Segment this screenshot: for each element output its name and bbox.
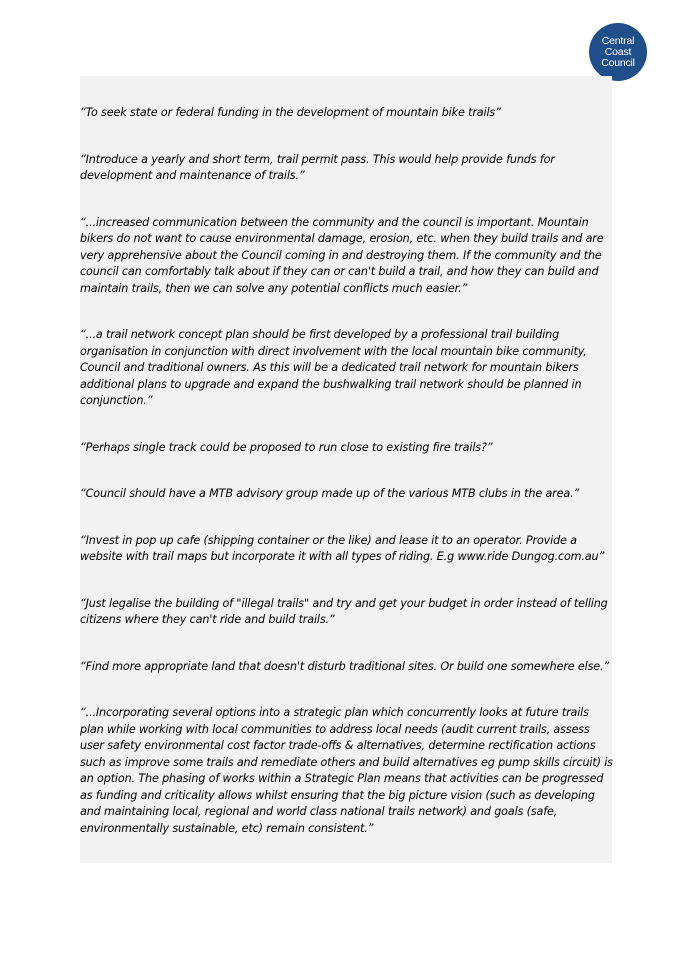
quote-8: “Just legalise the building of "illegal trails" and try and get your budget in order instead of telling citizens where they can't ride and build trails.” — [80, 596, 608, 626]
quote-3: “...increased communication between the community and the council is important. Mountain bikers do not want to cause environmental damage, erosion, etc. when they build trails and are very apprehensive about the Council coming in and destroying them. If the community and the council can comfortably talk about if they can or can't build a trail, and how they can build and maintain trails, then we can solve any potential conflicts much easier.” — [80, 215, 604, 295]
quote-7: “Invest in pop up cafe (shipping container or the like) and lease it to an operator. Provide a website with trail maps but incorporate it with all types of riding. E.g www.ride Dungog.com.au” — [80, 533, 605, 563]
quote-4: “...a trail network concept plan should be first developed by a professional trail building organisation in conjunction with direct involvement with the local mountain bike community, Council and traditional owners. As this will be a dedicated trail network for mountain bikers additional plans to upgrade and expand the bushwalking trail network should be planned in conjunction.” — [80, 328, 587, 407]
quotes-list — [80, 105, 615, 837]
quote-10: “...Incorporating several options into a strategic plan which concurrently looks at future trails plan while working with local communities to address local needs (audit current trails, assess user safety environmental cost factor trade-offs & alternatives, determine rectification actions such as improve some trails and remediate others and build alternatives eg pump skills circuit) is an option. The phasing of works within a Strategic Plan means that activities can be progressed as funding and criticality allows whilst ensuring that the big picture vision (such as developing and maintaining local, regional and world class national trails network) and goals (safe, environmentally sustainable, etc) remain consistent.” — [80, 706, 613, 835]
council-logo — [589, 23, 647, 81]
logo-line-1: Central — [601, 34, 635, 47]
quote-2: “Introduce a yearly and short term, trail permit pass. This would help provide funds for development and maintenance of trails.” — [80, 152, 555, 182]
quote-5: “Perhaps single track could be proposed to run close to existing fire trails?” — [80, 440, 493, 454]
quote-1: “To seek state or federal funding in the development of mountain bike trails” — [80, 106, 501, 119]
quote-9: “Find more appropriate land that doesn't disturb traditional sites. Or build one somewhere else.” — [80, 659, 610, 673]
logo-line-2: Coast — [604, 45, 632, 58]
logo-line-3: Council — [601, 56, 635, 69]
quote-6: “Council should have a MTB advisory group made up of the various MTB clubs in the area.” — [80, 487, 580, 500]
